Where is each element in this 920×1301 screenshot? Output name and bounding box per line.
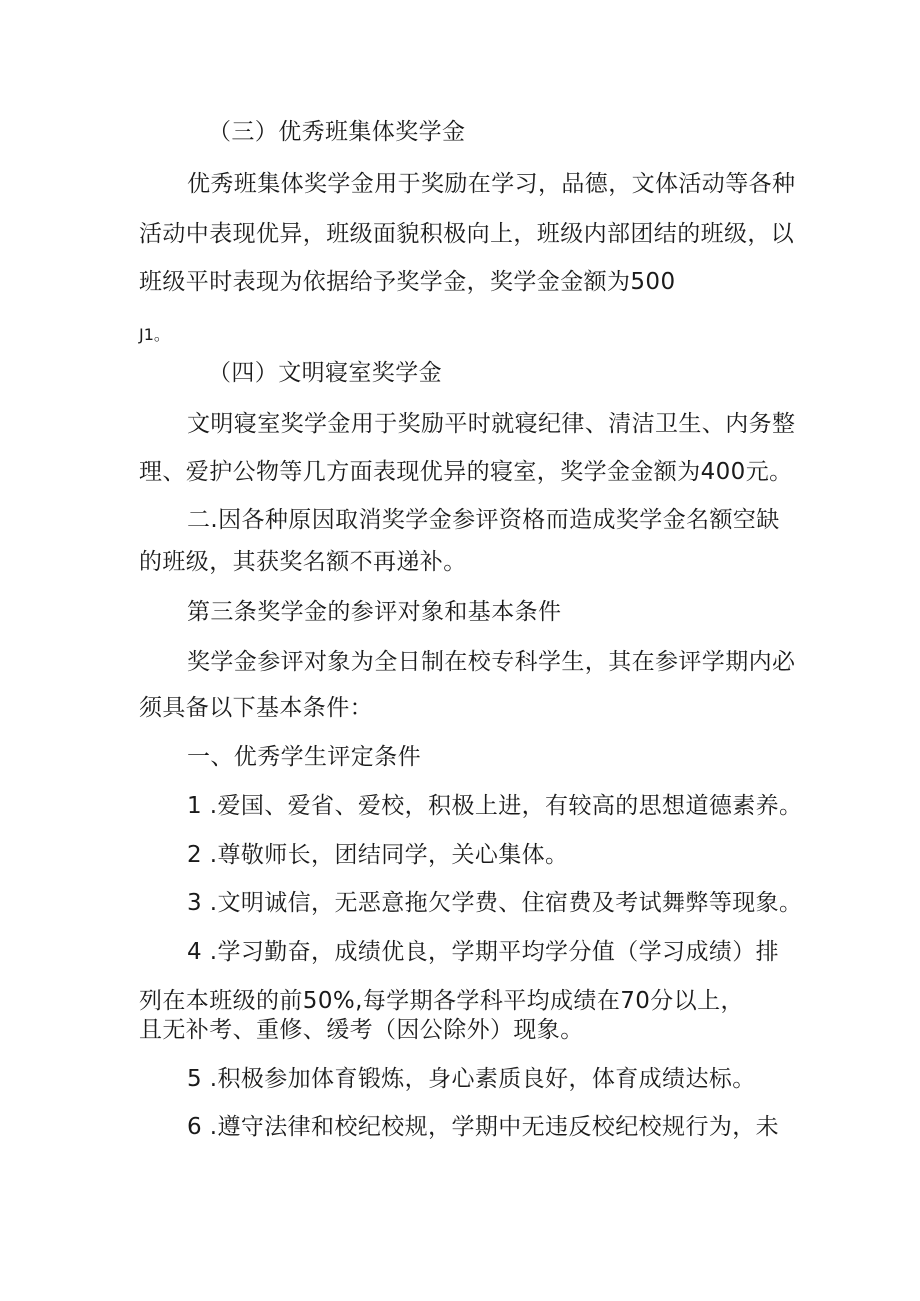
list-item: 4 .学习勤奋，成绩优良，学期平均学分值（学习成绩）排 [187,939,780,965]
paragraph-line: 奖学金参评对象为全日制在校专科学生，其在参评学期内必 [187,649,796,675]
paragraph-fragment: J1。 [139,325,170,344]
paragraph-line: 理、爱护公物等几方面表现优异的寝室，奖学金金额为400元。 [139,459,793,485]
paragraph-line: 二.因各种原因取消奖学金参评资格而造成奖学金名额空缺 [187,507,780,533]
paragraph-line: 优秀班集体奖学金用于奖励在学习，品德，文体活动等各种 [187,171,796,197]
section-heading-civilized-dorm: （四）文明寝室奖学金 [208,360,442,386]
paragraph-line: 活动中表现优异，班级面貌积极向上，班级内部团结的班级，以 [139,221,795,247]
list-item-continuation: 且无补考、重修、缓考（因公除外）现象。 [139,1017,584,1043]
paragraph-line: 须具备以下基本条件： [139,695,373,721]
section-heading-excellent-class: （三）优秀班集体奖学金 [208,119,466,145]
list-item: 1 .爱国、爱省、爱校，积极上进，有较高的思想道德素养。 [187,793,803,819]
paragraph-line: 文明寝室奖学金用于奖励平时就寝纪律、清洁卫生、内务整 [187,411,796,437]
article-heading: 第三条奖学金的参评对象和基本条件 [187,599,562,625]
list-item: 5 .积极参加体育锻炼，身心素质良好，体育成绩达标。 [187,1066,756,1092]
subsection-heading: 一、优秀学生评定条件 [187,744,421,770]
list-item-continuation: 列在本班级的前50%,每学期各学科平均成绩在70分以上， [139,988,744,1014]
list-item: 2 .尊敬师长，团结同学，关心集体。 [187,842,569,868]
paragraph-line: 的班级，其获奖名额不再递补。 [139,549,467,575]
paragraph-line: 班级平时表现为依据给予奖学金，奖学金金额为500 [139,269,676,295]
list-item: 6 .遵守法律和校纪校规，学期中无违反校纪校规行为，未 [187,1114,780,1140]
list-item: 3 .文明诚信，无恶意拖欠学费、住宿费及考试舞弊等现象。 [187,890,803,916]
